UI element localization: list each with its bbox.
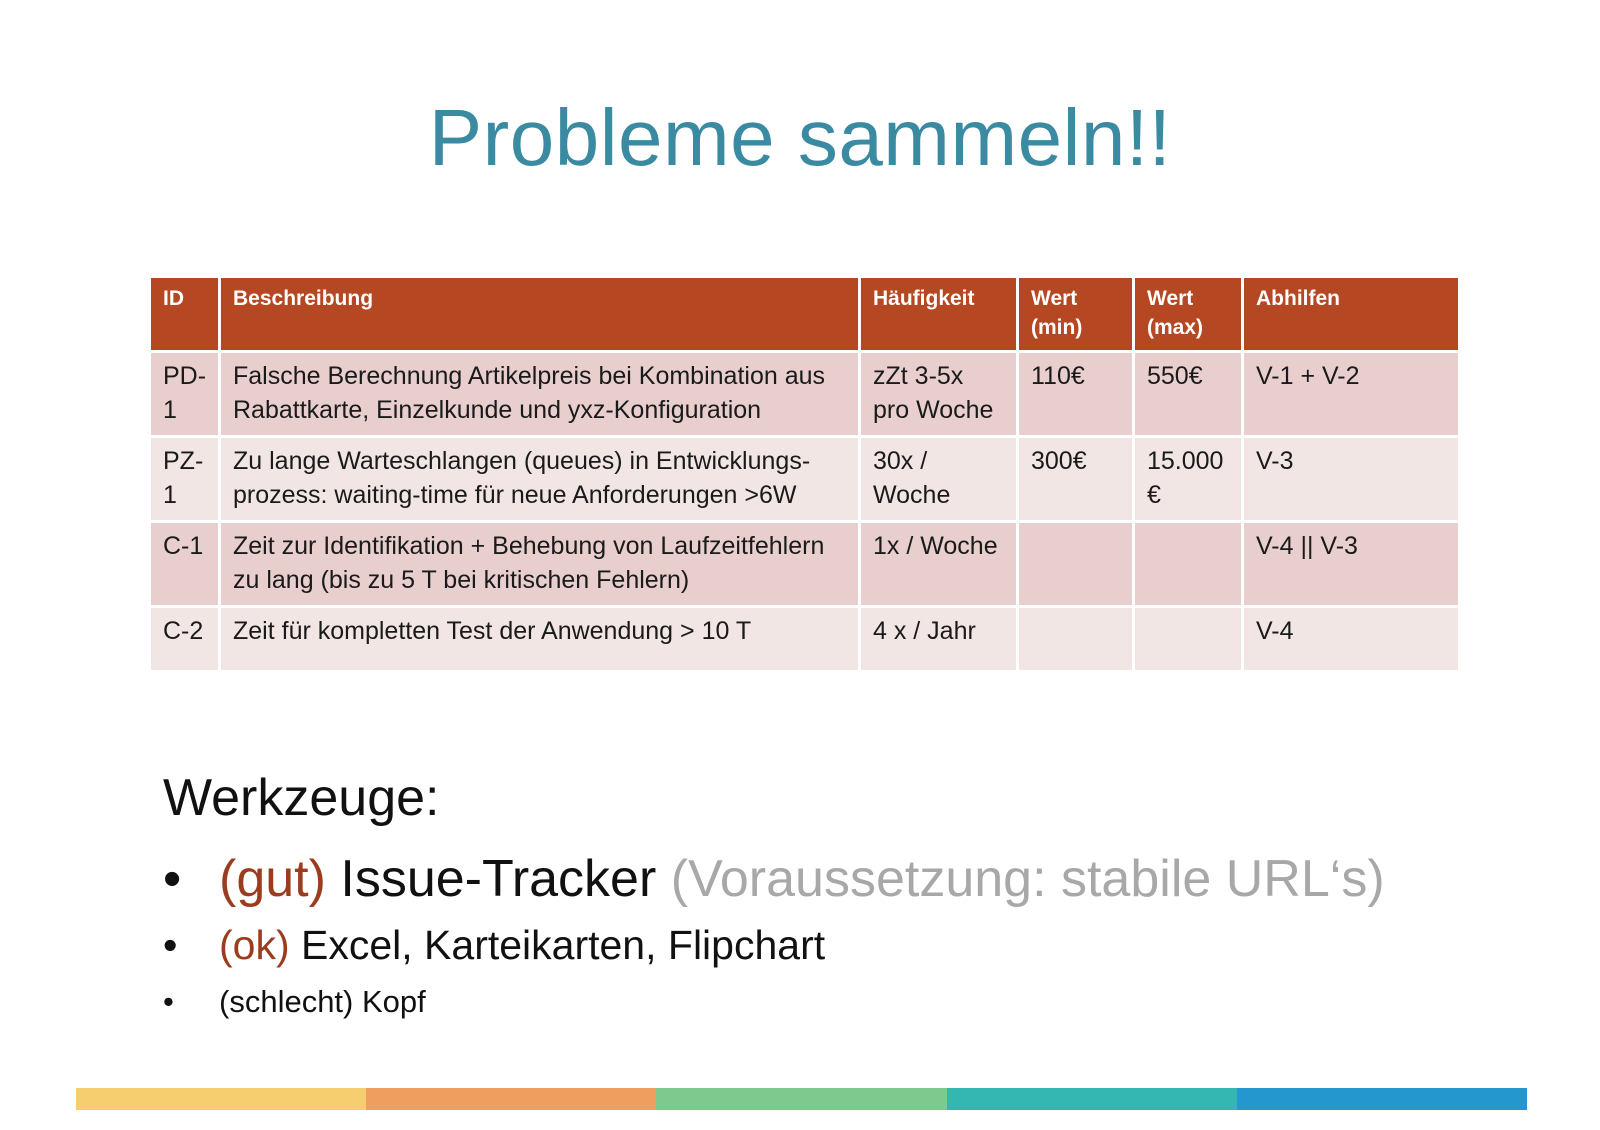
cell-beschreibung: Zeit zur Identifikation + Behebung von Laufzeitfehlern zu lang (bis zu 5 T bei kritischen Fehlern) [220,522,860,607]
tool-name: Issue-Tracker [340,850,657,908]
table-row [150,437,1460,522]
cell-wert-min: 300€ [1018,437,1134,522]
cell-abhilfen: V-1 + V-2 [1243,352,1460,437]
bullet-icon: • [163,922,178,968]
header-id: ID [150,277,220,352]
cell-id: C-2 [150,607,220,672]
tool-rating: (schlecht) [219,984,354,1019]
cell-abhilfen: V-4 || V-3 [1243,522,1460,607]
cell-id: C-1 [150,522,220,607]
table-header-row [150,277,1460,352]
header-wert-max: Wert (max) [1134,277,1243,352]
tools-heading: Werkzeuge: [163,769,440,827]
header-beschreibung: Beschreibung [220,277,860,352]
cell-haeufigkeit: 1x / Woche [860,522,1018,607]
cell-beschreibung: Zeit für kompletten Test der Anwendung > 10 T [220,607,860,672]
table-row [150,352,1460,437]
slide-title: Probleme sammeln!! [428,93,1172,182]
header-abhilfen: Abhilfen [1243,277,1460,352]
cell-beschreibung: Falsche Berechnung Artikelpreis bei Kombination aus Rabattkarte, Einzelkunde und yxz-Konfiguration [220,352,860,437]
cell-haeufigkeit: 4 x / Jahr [860,607,1018,672]
tool-rating: (ok) [219,922,290,968]
footer-color-bar [76,1088,1527,1110]
table-row [150,522,1460,607]
cell-wert-max: 550€ [1134,352,1243,437]
footer-segment-yellow [76,1088,366,1110]
cell-abhilfen: V-4 [1243,607,1460,672]
bullet-icon: • [163,984,174,1019]
cell-wert-max [1134,607,1243,672]
cell-wert-max: 15.000 € [1134,437,1243,522]
tool-rating: (gut) [219,850,326,908]
tool-name: Excel, Karteikarten, Flipchart [301,922,826,968]
footer-segment-green [656,1088,946,1110]
cell-wert-max [1134,522,1243,607]
cell-abhilfen: V-3 [1243,437,1460,522]
tool-name: Kopf [362,984,426,1019]
header-wert-min: Wert (min) [1018,277,1134,352]
problems-table [148,275,1461,673]
tool-note: (Voraussetzung: stabile URL‘s) [670,850,1385,908]
tool-item-excel [163,920,825,970]
header-haeufigkeit: Häufigkeit [860,277,1018,352]
cell-id: PD-1 [150,352,220,437]
cell-wert-min [1018,607,1134,672]
footer-segment-blue [1237,1088,1527,1110]
cell-beschreibung: Zu lange Warteschlangen (queues) in Entwicklungs-prozess: waiting-time für neue Anforderungen >6W [220,437,860,522]
tool-item-kopf [163,982,426,1022]
cell-haeufigkeit: zZt 3-5x pro Woche [860,352,1018,437]
cell-wert-min [1018,522,1134,607]
tool-item-issue-tracker [163,848,1385,910]
table-row [150,607,1460,672]
cell-wert-min: 110€ [1018,352,1134,437]
cell-haeufigkeit: 30x / Woche [860,437,1018,522]
cell-id: PZ-1 [150,437,220,522]
bullet-icon: • [163,850,182,908]
footer-segment-orange [366,1088,656,1110]
footer-segment-teal [947,1088,1237,1110]
